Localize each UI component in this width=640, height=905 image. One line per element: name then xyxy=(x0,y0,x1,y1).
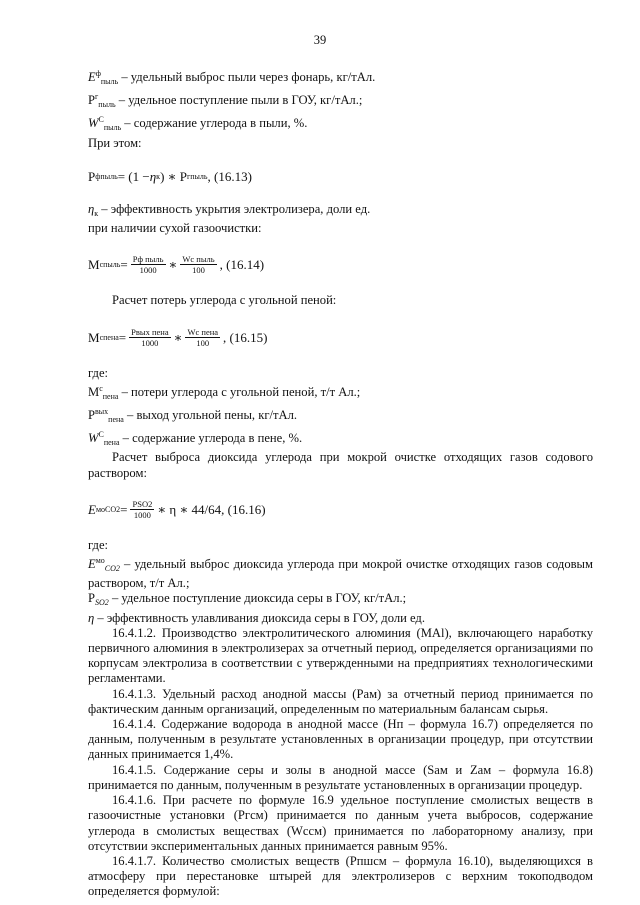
fraction: $\frac{\text{Pф пыль}}{1000}$ xyxy=(132,254,164,276)
where-label: где: xyxy=(88,365,109,380)
page-body xyxy=(88,66,593,900)
def-e-dust: $E^ф_{пыль}$ – удельный выброс пыли через фонарь, кг/тАл. xyxy=(88,69,376,86)
fraction: $\frac{\text{Wс пыль}}{100}$ xyxy=(182,254,215,276)
paragraph-16-4-1-3: 16.4.1.3. Удельный расход анодной массы (Pам) за отчетный период принимается по фактическим данным организаций, определенным по материальным балансам сырья. xyxy=(88,686,593,716)
formula-16-16: E мо CO2 = $\frac{\text{PSO2}}{1000}$ ∗ η ∗ 44/64, (16.16) xyxy=(88,498,266,520)
page-number: 39 xyxy=(313,33,327,47)
fraction: $\frac{\text{PSO2}}{1000}$ xyxy=(132,498,153,520)
fraction: $\frac{\text{Pвых пена}}{1000}$ xyxy=(131,326,169,348)
def-e-co2: $E^{мо}_{CO2}$ – удельный выброс диоксида углерода при мокрой очистке отходящих газов содовым раствором, т/т Ал.; xyxy=(88,556,593,591)
def-p-dust: $P^г_{пыль}$ – удельное поступление пыли в ГОУ, кг/тАл.; xyxy=(88,92,363,110)
pri-etom-label: При этом: xyxy=(88,135,142,150)
paragraph-16-4-1-5: 16.4.1.5. Содержание серы и золы в анодной массе (Sам и Zам – формула 16.8) принимается по данным, полученным в результате установленных в организации процедур. xyxy=(88,762,593,792)
def-eta-k: $\eta_к$ – эффективность укрытия электролизера, доли ед. xyxy=(88,202,371,219)
def-m-foam: $M^c_{пена}$ – потери углерода с угольной пеной, т/т Ал.; xyxy=(88,383,361,401)
where-label: где: xyxy=(88,537,109,552)
def-pso2: $P_{SO2}$ – удельное поступление диоксида серы в ГОУ, кг/тАл.; xyxy=(88,591,407,608)
def-p-foam: $P^{вых}_{пена}$ – выход угольной пены, кг/тАл. xyxy=(88,407,298,425)
dry-cleaning-line: при наличии сухой газоочистки: xyxy=(88,221,262,236)
def-eta: η – эффективность улавливания диоксида серы в ГОУ, доли ед. xyxy=(88,610,425,625)
co2-intro: Расчет выброса диоксида углерода при мокрой очистке отходящих газов содового раствором: xyxy=(88,450,593,480)
fraction: $\frac{\text{Wс пена}}{100}$ xyxy=(187,326,219,348)
def-w-dust: $W^C_{пыль}$ – содержание углерода в пыли, %. xyxy=(88,115,308,133)
foam-loss-line: Расчет потерь углерода с угольной пеной: xyxy=(112,293,337,308)
formula-16-15: M c пена = $\frac{\text{Pвых пена}}{1000}$ ∗ $\frac{\text{Wс пена}}{100}$ , (16.15) xyxy=(88,326,268,348)
paragraph-16-4-1-6: 16.4.1.6. При расчете по формуле 16.9 удельное поступление смолистых веществ в газоочистные установки (Pгсм) принимается по данным учета выбросов, содержание углерода в смолистых веществах (Wссм) принимается по лабораторному анализу, при отсутствии экспериментальных данных принимается равным 95%. xyxy=(88,793,593,853)
formula-16-13: P ф пыль = (1 − η к ) ∗ P г пыль , (16.13) xyxy=(88,168,252,184)
paragraph-16-4-1-7: 16.4.1.7. Количество смолистых веществ (Pпшсм – формула 16.10), выделяющихся в атмосферу при перестановке штырей для электролизеров с верхним токоподводом определяется формулой: xyxy=(88,853,593,899)
formula-16-14: M c пыль = $\frac{\text{Pф пыль}}{1000}$ ∗ $\frac{\text{Wс пыль}}{100}$ , (16.14) xyxy=(88,254,265,276)
def-w-foam: $W^C_{пена}$ – содержание углерода в пене, %. xyxy=(88,430,303,448)
paragraph-16-4-1-4: 16.4.1.4. Содержание водорода в анодной массе (Hп – формула 16.7) определяется по данным, полученным в результате установленных в организации процедур, при отсутствии данных принимается 1,4%. xyxy=(88,717,593,762)
paragraph-16-4-1-2: 16.4.1.2. Производство электролитического алюминия (MAl), включающего наработку первичного алюминия в электролизерах за отчетный период, определяется организациями по корпусам электролиза в соответствии с утвержденными на предприятиях технологическими регламентами. xyxy=(88,625,593,686)
